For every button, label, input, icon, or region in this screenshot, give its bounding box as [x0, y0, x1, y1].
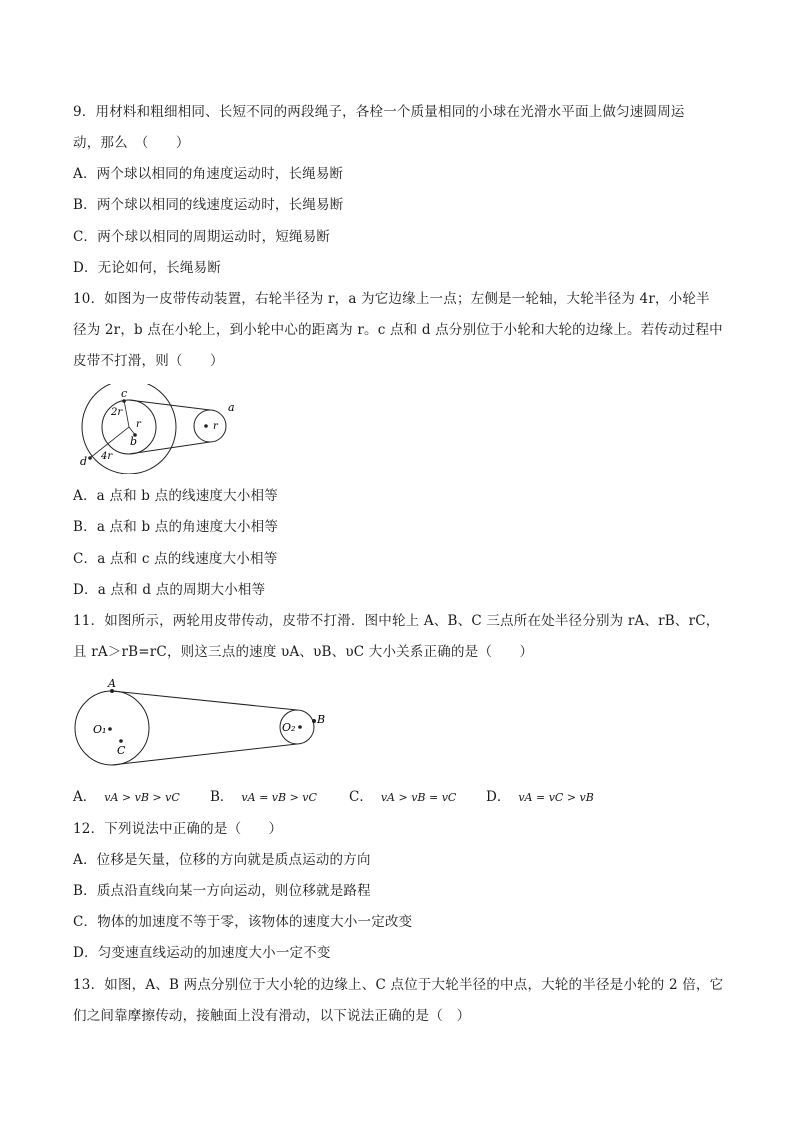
q11-point-c [119, 739, 123, 743]
q9-option-c: C．两个球以相同的周期运动时，短绳易断 [73, 229, 331, 245]
q10-big-wheel [82, 384, 176, 474]
q11-wheel-o1 [75, 691, 149, 765]
q13-stem-line1: 13．如图，A、B 两点分别位于大小轮的边缘上、C 点位于大轮半径的中点，大轮的半径是小轮的 2 倍，它 [73, 977, 724, 993]
q10-option-a: A．a 点和 b 点的线速度大小相等 [73, 488, 278, 504]
q11-choice-c-label: C． [349, 789, 373, 805]
q11-choice-b [210, 785, 317, 805]
q12-option-a: A．位移是矢量，位移的方向就是质点运动的方向 [73, 852, 371, 868]
q9-stem-line2: 动，那么 （ ） [73, 135, 190, 151]
q12-stem: 12．下列说法中正确的是（ ） [73, 821, 283, 837]
q11-center-o2 [298, 725, 302, 729]
q13-stem-line2: 们之间靠摩擦传动，接触面上没有滑动，以下说法正确的是（ ） [73, 1008, 471, 1024]
q11-choices [73, 785, 713, 805]
q11-choice-a-label: A． [73, 789, 97, 805]
q10-stem-line2: 径为 2r，b 点在小轮上，到小轮中心的距离为 r。c 点和 d 点分别位于小轮和大轮的边缘上。若传动过程中 [73, 322, 723, 338]
q10-label-r-inner: r [136, 419, 141, 430]
q11-label-c: C [117, 744, 126, 757]
q10-option-d: D．a 点和 d 点的周期大小相等 [73, 582, 266, 598]
q11-choice-c-formula: vA > vB = vC [380, 791, 457, 804]
q11-choice-d-formula: vA = vC > vB [518, 791, 594, 804]
q12-option-d: D．匀变速直线运动的加速度大小一定不变 [73, 945, 331, 961]
q9-stem-line1: 9．用材料和粗细相同、长短不同的两段绳子，各栓一个质量相同的小球在光滑水平面上做匀速圆周运 [73, 104, 685, 120]
q10-belt-bottom [129, 442, 210, 454]
q10-point-d [88, 456, 92, 460]
q11-choice-b-formula: vA = vB > vC [241, 791, 317, 804]
q11-belt-diagram [68, 674, 338, 770]
q12-option-c: C．物体的加速度不等于零，该物体的速度大小一定改变 [73, 914, 413, 930]
q11-belt-bottom [112, 744, 297, 765]
q10-radius-2r [124, 400, 129, 427]
q11-label-b: B [317, 713, 326, 726]
q9-option-b: B．两个球以相同的线速度运动时，长绳易断 [73, 197, 344, 213]
q11-choice-d [486, 785, 594, 805]
q10-right-wheel [194, 410, 226, 442]
q10-belt-top [129, 400, 210, 410]
q11-stem-line1: 11．如图所示，两轮用皮带传动，皮带不打滑．图中轮上 A、B、C 三点所在处半径分别为 rA、rB、rC， [73, 613, 720, 629]
q10-label-b: b [130, 435, 138, 448]
q11-choice-a-formula: vA > vB > vC [104, 791, 180, 804]
q11-stem-line2: 且 rA＞rB=rC，则这三点的速度 υA、υB、υC 大小关系正确的是（ ） [73, 644, 534, 660]
q10-stem-line3: 皮带不打滑，则（ ） [73, 353, 224, 369]
q10-option-c: C．a 点和 c 点的线速度大小相等 [73, 551, 278, 567]
q11-choice-b-label: B． [210, 789, 234, 805]
q9-option-a: A．两个球以相同的角速度运动时，长绳易断 [73, 166, 344, 182]
q11-center-o1 [108, 727, 112, 731]
q10-right-center [204, 424, 208, 428]
q10-label-2r: 2r [111, 407, 123, 418]
q11-label-a: A [108, 677, 116, 690]
q10-belt-diagram [72, 384, 252, 474]
q9-option-d: D．无论如何，长绳易断 [73, 260, 222, 276]
q11-choice-c [349, 785, 456, 805]
q10-label-4r: 4r [101, 451, 113, 462]
q10-belt-figure [72, 384, 252, 474]
q11-choice-d-label: D． [486, 789, 511, 805]
q11-label-o1: O₁ [93, 723, 107, 736]
q10-label-a: a [228, 401, 235, 414]
q11-label-o2: O₂ [282, 721, 296, 734]
q10-label-d: d [80, 455, 88, 468]
q10-label-r-right: r [213, 421, 218, 432]
q12-option-b: B．质点沿直线向某一方向运动，则位移就是路程 [73, 883, 371, 899]
q10-option-b: B．a 点和 b 点的角速度大小相等 [73, 519, 279, 535]
q11-choice-a [73, 785, 180, 805]
q11-point-b [312, 719, 316, 723]
q11-belt-figure [68, 674, 338, 770]
q10-stem-line1: 10．如图为一皮带传动装置，右轮半径为 r，a 为它边缘上一点；左侧是一轮轴，大轮半径为 4r，小轮半 [73, 291, 710, 307]
q10-label-c: c [121, 387, 128, 400]
q11-belt-top [112, 691, 297, 710]
